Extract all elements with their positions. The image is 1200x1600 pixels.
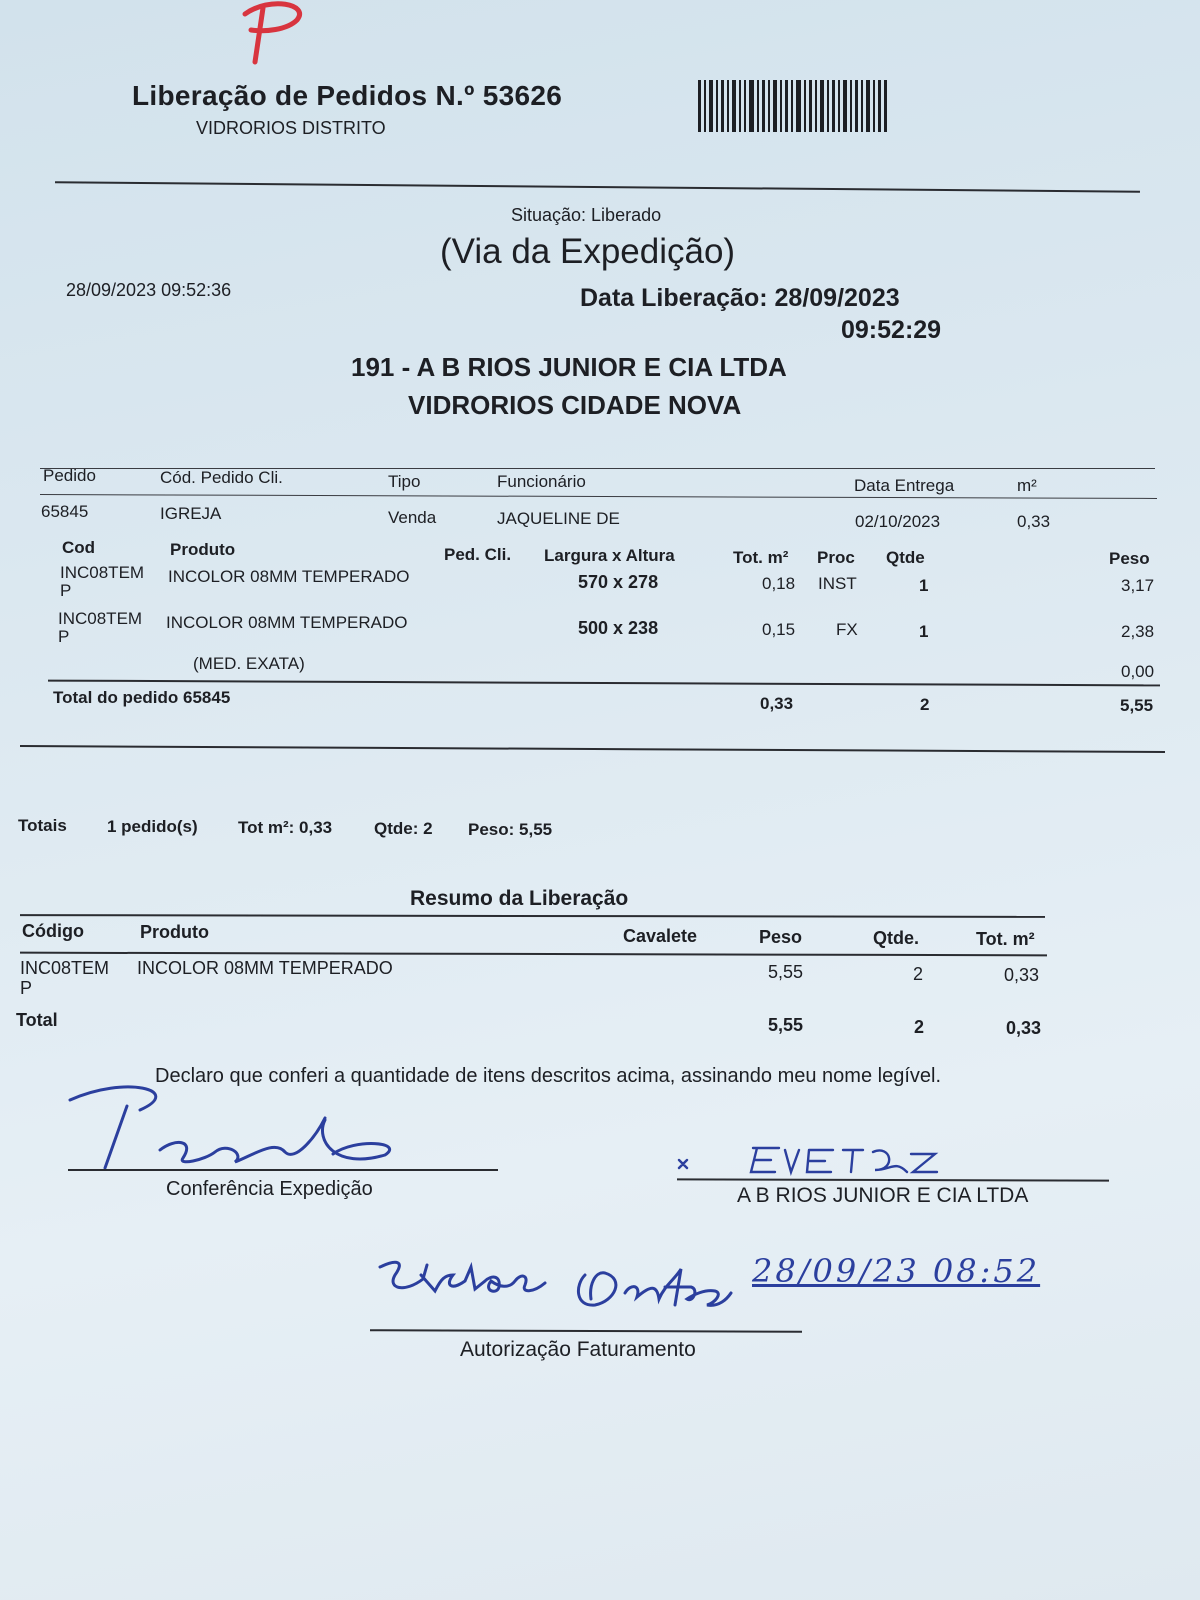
order-data-entrega: 02/10/2023 bbox=[855, 512, 941, 531]
item-tot-m2: 0,18 bbox=[762, 574, 796, 593]
company-subtitle: VIDRORIOS DISTRITO bbox=[196, 118, 386, 138]
client-name: 191 - A B RIOS JUNIOR E CIA LTDA bbox=[351, 352, 787, 382]
signature-label-autorizacao: Autorização Faturamento bbox=[460, 1338, 696, 1361]
item-qtde: 1 bbox=[919, 622, 929, 641]
signature-cliente bbox=[675, 1140, 945, 1180]
document-title: Liberação de Pedidos N.º 53626 bbox=[132, 80, 563, 111]
item-produto: INCOLOR 08MM TEMPERADO bbox=[168, 567, 410, 586]
extra-peso: 0,00 bbox=[1121, 662, 1155, 681]
summary-total-label: Total bbox=[16, 1010, 58, 1030]
col-header-tipo: Tipo bbox=[388, 472, 421, 491]
release-time: 09:52:29 bbox=[841, 316, 942, 344]
summary-total-qtde: 2 bbox=[914, 1017, 925, 1037]
item-cod: INC08TEM P bbox=[60, 563, 145, 600]
order-total-label: Total do pedido 65845 bbox=[53, 688, 231, 707]
signature-conferencia bbox=[65, 1080, 405, 1170]
item-produto: INCOLOR 08MM TEMPERADO bbox=[166, 613, 408, 632]
order-funcionario: JAQUELINE DE bbox=[497, 509, 620, 528]
summary-tot-m2: 0,33 bbox=[1004, 965, 1040, 985]
col-header-m2: m² bbox=[1017, 476, 1037, 495]
item-header-produto: Produto bbox=[170, 540, 236, 559]
item-header-peso: Peso bbox=[1109, 549, 1150, 568]
signature-line-autorizacao bbox=[370, 1329, 802, 1333]
summary-header-produto: Produto bbox=[140, 922, 209, 942]
summary-top-rule bbox=[20, 914, 1045, 918]
item-dims: 500 x 238 bbox=[578, 618, 659, 638]
item-header-largura-altura: Largura x Altura bbox=[544, 546, 675, 565]
item-header-ped-cli: Ped. Cli. bbox=[444, 545, 512, 564]
summary-header-peso: Peso bbox=[759, 927, 803, 947]
order-cod-pedido-cli: IGREJA bbox=[160, 504, 222, 523]
summary-total-peso: 5,55 bbox=[768, 1015, 804, 1035]
summary-produto: INCOLOR 08MM TEMPERADO bbox=[137, 958, 393, 978]
item-peso: 2,38 bbox=[1121, 622, 1155, 641]
totals-tot-m2: Tot m²: 0,33 bbox=[238, 818, 333, 837]
summary-total-tot-m2: 0,33 bbox=[1006, 1018, 1042, 1038]
totals-pedidos: 1 pedido(s) bbox=[107, 817, 198, 836]
item-header-tot-m2: Tot. m² bbox=[733, 548, 789, 567]
summary-header-rule bbox=[20, 952, 1047, 957]
client-branch: VIDRORIOS CIDADE NOVA bbox=[408, 390, 742, 420]
item-peso: 3,17 bbox=[1121, 576, 1155, 595]
col-header-data-entrega: Data Entrega bbox=[854, 476, 955, 495]
summary-peso: 5,55 bbox=[768, 962, 804, 982]
order-total-peso: 5,55 bbox=[1120, 696, 1154, 715]
item-header-cod: Cod bbox=[62, 538, 96, 557]
order-m2: 0,33 bbox=[1017, 512, 1051, 531]
order-tipo: Venda bbox=[388, 508, 437, 527]
summary-header-cavalete: Cavalete bbox=[623, 926, 698, 946]
summary-title: Resumo da Liberação bbox=[410, 887, 629, 910]
summary-header-tot-m2: Tot. m² bbox=[976, 929, 1035, 949]
totals-label: Totais bbox=[18, 816, 67, 835]
item-header-qtde: Qtde bbox=[886, 548, 925, 567]
item-cod: INC08TEM P bbox=[58, 609, 143, 646]
summary-header-codigo: Código bbox=[22, 921, 84, 941]
item-tot-m2: 0,15 bbox=[762, 620, 796, 639]
handwritten-date: 28/09/23 08:52 bbox=[752, 1252, 1041, 1290]
measure-note: (MED. EXATA) bbox=[193, 654, 305, 673]
item-proc: FX bbox=[836, 620, 858, 639]
via-label: (Via da Expedição) bbox=[440, 232, 736, 271]
col-header-pedido: Pedido bbox=[43, 466, 96, 485]
order-total-m2: 0,33 bbox=[760, 694, 794, 713]
col-header-cod-pedido-cli: Cód. Pedido Cli. bbox=[160, 468, 283, 487]
totals-qtde: Qtde: 2 bbox=[374, 819, 433, 838]
status-label: Situação: Liberado bbox=[511, 205, 662, 225]
signature-line-conferencia bbox=[68, 1169, 498, 1171]
handwritten-p-mark bbox=[215, 0, 310, 65]
summary-codigo: INC08TEM P bbox=[20, 958, 110, 998]
declaration-text: Declaro que conferi a quantidade de itens descritos acima, assinando meu nome legível. bbox=[155, 1065, 942, 1087]
signature-line-cliente bbox=[677, 1178, 1109, 1181]
barcode-icon bbox=[698, 80, 890, 134]
signature-label-cliente: A B RIOS JUNIOR E CIA LTDA bbox=[737, 1184, 1029, 1207]
col-header-funcionario: Funcionário bbox=[497, 472, 586, 491]
order-total-rule bbox=[48, 680, 1160, 687]
item-dims: 570 x 278 bbox=[578, 572, 659, 592]
order-pedido: 65845 bbox=[41, 502, 89, 521]
signature-label-conferencia: Conferência Expedição bbox=[166, 1178, 373, 1200]
item-header-proc: Proc bbox=[817, 548, 855, 567]
section-divider bbox=[20, 745, 1165, 753]
release-date: Data Liberação: 28/09/2023 bbox=[580, 284, 900, 312]
print-datetime: 28/09/2023 09:52:36 bbox=[66, 280, 232, 300]
item-qtde: 1 bbox=[919, 576, 929, 595]
item-proc: INST bbox=[818, 574, 857, 593]
signature-autorizacao bbox=[375, 1245, 775, 1325]
order-header-rule bbox=[40, 494, 1157, 499]
order-total-qtde: 2 bbox=[920, 695, 930, 714]
summary-qtde: 2 bbox=[913, 964, 924, 984]
summary-header-qtde: Qtde. bbox=[873, 928, 920, 948]
totals-peso: Peso: 5,55 bbox=[468, 820, 553, 839]
header-divider bbox=[55, 181, 1140, 192]
